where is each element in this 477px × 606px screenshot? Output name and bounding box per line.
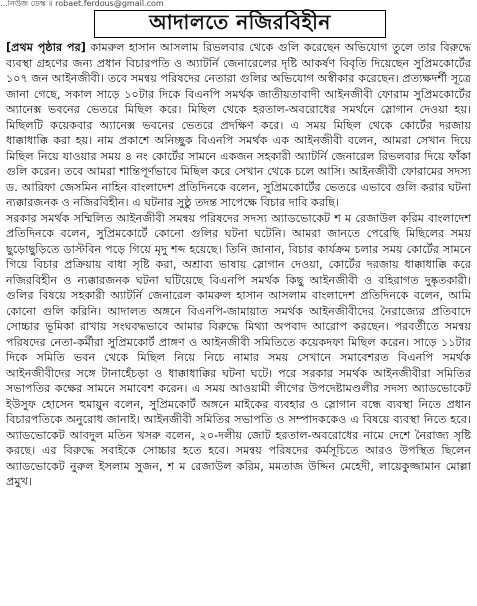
byline-email: ...নিউজ ডেস্ক ॥ robaet.ferdous@gmail.com — [0, 0, 164, 8]
article-paragraph: সরকার সমর্থক সম্মিলিত আইনজীবী সমন্বয় পরিষদের সদস্য অ্যাডভোকেট শ ম রেজাউল করিম বাংলাদেশ প্রতিদিনকে বলেন, সুপ্রিমকোর্টে কোনো গুলির ঘটনা ঘটেনি। আমরা জানতে পেরেছি মিছিলের সময় ছুড়োছুড়িতে ডাস্টবিন পড়ে গিয়ে মৃদু শব্দ হয়েছে। তিনি জানান, বিচার কার্যক্রম চলার সময় কোর্টের সামনে গিয়ে বিচার প্রক্রিয়ায় বাধা সৃষ্টি করা, অশ্রাব্য ভাষায় স্লোগান দেওয়া, কোর্টের দরজায় ধাক্কাধাক্কি করে নজিরবিহীন ও ন্যক্কারজনক ঘটনা ঘটিয়েছে বিএনপি সমর্থক কিছু আইনজীবী ও বহিরাগত দুষ্কৃতকারী। গুলির বিষয়ে সহকারী অ্যাটর্নি জেনারেল কামরুল হাসান আসলাম বাংলাদেশ প্রতিদিনকে বলেন, আমি কোনো গুলি করিনি। আদালত অঙ্গনে বিএনপি-জামায়াত সমর্থক আইনজীবীদের নৈরাজ্যের প্রতিবাদে সোচ্চার ভূমিকা রাখায় সংঘবদ্ধভাবে আমার বিরুদ্ধে মিথ্যা অপবাদ আরোপ করছেন। পরবর্তীতে সমন্বয় পরিষদের নেতা-কর্মীরা সুপ্রিমকোর্ট প্রাঙ্গণ ও আইনজীবী সমিতিতে কয়েকদফা মিছিল করেন। সাড়ে ১১টার দিকে সমিতি ভবন থেকে মিছিল নিয়ে নিচে নামার সময় সেখানে সমাবেশরত বিএনপি সমর্থক আইনজীবীদের সঙ্গে টানাহেঁচড়া ও ধাক্কাধাক্কির ঘটনা ঘটে। পরে সরকার সমর্থক আইনজীবীরা সমিতির সভাপতির কক্ষের সামনে সমাবেশ করেন। এ সময় আওয়ামী লীগের উপদেষ্টামণ্ডলীর সদস্য অ্যাডভোকেট ইউসুফ হোসেন হুমায়ুন বলেন, সুপ্রিমকোর্ট অঙ্গনে মাইকের ব্যবহার ও স্লোগান বন্ধে ব্যবস্থা নিতে প্রধান বিচারপতিকে অনুরোধ জানাই। আইনজীবী সমিতির সভাপতি ও সম্পাদককেও এ বিষয়ে ব্যবস্থা নিতে হবে। অ্যাডভোকেট আবদুল মতিন খসরু বলেন, ২০-দলীয় জোট হরতাল-অবরোধের নামে দেশে নৈরাজ্য সৃষ্টি করছে। এর বিরুদ্ধে সবাইকে সোচ্চার হতে হবে। সমন্বয় পরিষদের কর্মসূচিতে আরও উপস্থিত ছিলেন অ্যাডভোকেট নুরুল ইসলাম সুজন, শ ম রেজাউল করিম, মমতাজ উদ্দিন মেহেদী, লায়েকুজ্জামান মোল্লা প্রমুখ। — [6, 211, 471, 488]
article-headline: আদালতে নজিরবিহীন — [94, 10, 386, 38]
paragraph-text: কামরুল হাসান আসলাম রিভলবার থেকে গুলি করেছেন অভিযোগ তুলে তার বিরুদ্ধে ব্যবস্থা গ্রহণের জন্য প্রধান বিচারপতি ও অ্যাটর্নি জেনারেলের দৃষ্টি আকর্ষণ বিবৃতি দিয়েছেন সুপ্রিমকোর্টের ১০৭ জন আইনজীবী। তবে সমন্বয় পরিষদের নেতারা গুলির অভিযোগ অস্বীকার করেছেন। প্রত্যক্ষদর্শী সূত্রে জানা গেছে, সকাল সাড়ে ১০টার দিকে বিএনপি সমর্থক জাতীয়তাবাদী আইনজীবী ফোরাম সুপ্রিমকোর্টের অ্যানেক্স ভবনের ভেতরে মিছিল করে। মিছিল থেকে হরতাল-অবরোধের সমর্থনে স্লোগান দেওয়া হয়। মিছিলটি কয়েকবার অ্যানেক্স ভবনের ভেতরে প্রদক্ষিণ করে। এ সময় মিছিল থেকে কোর্টের দরজায় ধাক্কাধাক্কি করা হয়। নাম প্রকাশে অনিচ্ছুক বিএনপি সমর্থক এক আইনজীবী বলেন, আমরা সেখান দিয়ে মিছিল নিয়ে যাওয়ার সময় ৪ নং কোর্টের সামনে একজন সহকারী অ্যাটর্নি জেনারেল রিভলবার দিয়ে ফাঁকা গুলি করেন। তবে আমরা শান্তিপূর্ণভাবে মিছিল করে সেখান থেকে চলে আসি। আইনজীবী ফোরামের সদস্য ড. আরিফা জেসমিন নাহিন বাংলাদেশ প্রতিদিনকে বলেন, সুপ্রিমকোর্টের ভেতরে এভাবে গুলি করার ঘটনা ন্যক্কারজনক ও নজিরবিহীন। এ ঘটনার সুষ্ঠু তদন্ত সাপেক্ষে বিচার দাবি করছি। — [6, 41, 471, 209]
article-paragraph — [6, 40, 471, 211]
article-body — [6, 40, 471, 604]
continuation-marker: [প্রথম পৃষ্ঠার পর] — [6, 41, 86, 54]
